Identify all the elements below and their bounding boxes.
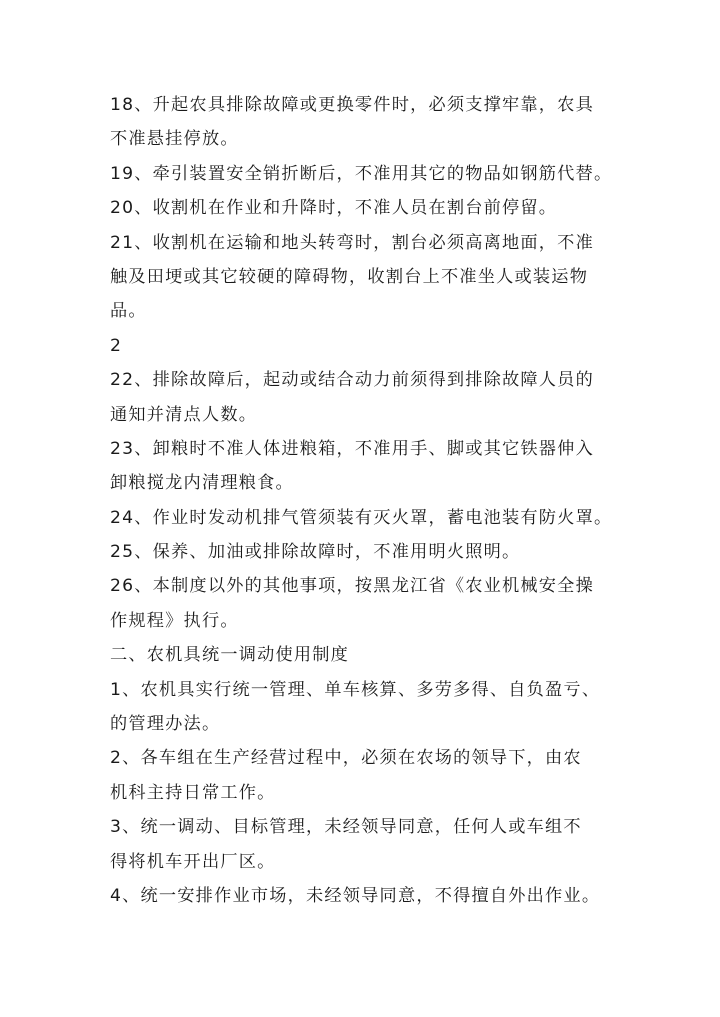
text-line: 卸粮搅龙内清理粮食。 bbox=[110, 473, 294, 494]
text-line: 1、农机具实行统一管理、单车核算、多劳多得、自负盈亏、 bbox=[110, 679, 601, 700]
text-line: 触及田埂或其它较硬的障碍物，收割台上不准坐人或装运物 bbox=[110, 266, 589, 287]
section-heading: 二、农机具统一调动使用制度 bbox=[110, 645, 350, 666]
text-line: 18、升起农具排除故障或更换零件时，必须支撑牢靠，农具 bbox=[110, 95, 594, 115]
text-line: 机科主持日常工作。 bbox=[110, 782, 276, 803]
page-number: 2 bbox=[110, 335, 123, 356]
text-line: 不准悬挂停放。 bbox=[110, 129, 239, 150]
text-line: 得将机车开出厂区。 bbox=[110, 851, 276, 872]
text-line: 22、排除故障后，起动或结合动力前须得到排除故障人员的 bbox=[110, 370, 594, 391]
document-body bbox=[110, 88, 630, 913]
text-line: 4、统一安排作业市场，未经领导同意，不得擅自外出作业。 bbox=[110, 885, 601, 906]
text-line: 21、收割机在运输和地头转弯时，割台必须高离地面，不准 bbox=[110, 232, 594, 253]
text-line: 26、本制度以外的其他事项，按黑龙江省《农业机械安全操 bbox=[110, 576, 594, 597]
text-line: 作规程》执行。 bbox=[110, 610, 239, 631]
text-line: 通知并清点人数。 bbox=[110, 404, 258, 425]
text-line: 3、统一调动、目标管理，未经领导同意，任何人或车组不 bbox=[110, 817, 582, 838]
text-line: 的管理办法。 bbox=[110, 714, 221, 735]
text-line: 23、卸粮时不准人体进粮箱，不准用手、脚或其它铁器伸入 bbox=[110, 438, 594, 459]
text-line: 24、作业时发动机排气管须装有灭火罩，蓄电池装有防火罩。 bbox=[110, 507, 613, 528]
text-line: 2、各车组在生产经营过程中，必须在农场的领导下，由农 bbox=[110, 748, 582, 769]
text-line: 品。 bbox=[110, 301, 147, 322]
text-line: 19、牵引装置安全销折断后，不准用其它的物品如钢筋代替。 bbox=[110, 163, 613, 184]
text-line: 20、收割机在作业和升降时，不准人员在割台前停留。 bbox=[110, 198, 558, 219]
text-line: 25、保养、加油或排除故障时，不准用明火照明。 bbox=[110, 542, 521, 563]
